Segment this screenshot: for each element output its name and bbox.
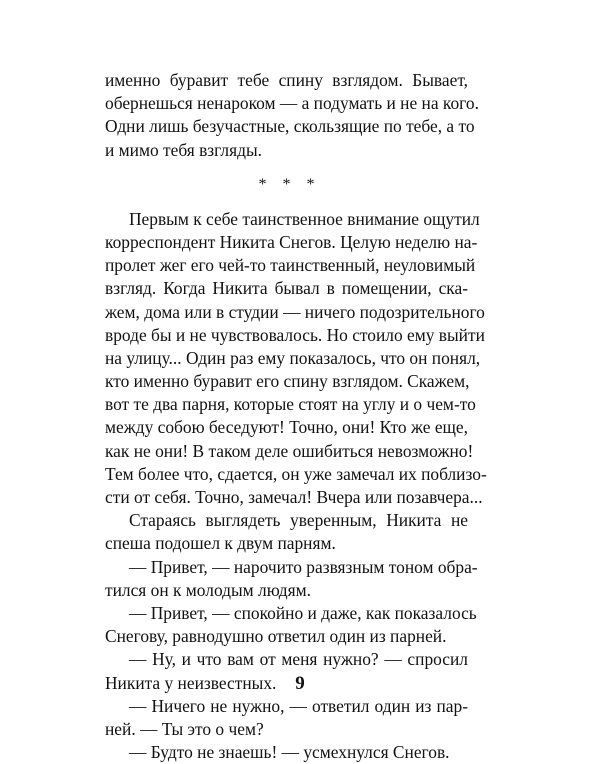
text-line: — Привет, — спокойно и даже, как показалось <box>129 602 477 623</box>
book-page-text <box>105 69 487 764</box>
text-line: Снегову, равнодушно ответил один из парней. <box>105 626 447 647</box>
text-line: и мимо тебя взгляды. <box>105 139 262 160</box>
page-number: 9 <box>295 673 305 694</box>
text-line: Первым к себе таинственное внимание ощутил <box>129 208 480 229</box>
text-line: Никита у неизвестных. <box>105 672 277 693</box>
text-line: как не они! В таком деле ошибиться невозможно! <box>105 440 474 461</box>
text-line: жем, дома или в студии — ничего подозрительного <box>105 301 485 322</box>
text-line: пролет жег его чей-то таинственный, неуловимый <box>105 255 476 276</box>
text-line: между собою беседуют! Точно, они! Кто же еще, <box>105 417 468 438</box>
text-line: обернешься ненароком — а подумать и не на кого. <box>105 93 479 114</box>
text-line: — Ничего не нужно, — ответил один из пар- <box>129 695 468 716</box>
text-line: тился он к молодым людям. <box>105 579 312 600</box>
text-line: кто именно буравит его спину взглядом. Скажем, <box>105 371 470 392</box>
text-line: ней. — Ты это о чем? <box>105 718 264 739</box>
text-line: вроде бы и не чувствовалось. Но стоило ему выйти <box>105 324 485 345</box>
text-line: именно буравит тебе спину взглядом. Бывает, <box>105 70 468 90</box>
text-line: взгляд. Когда Никита бывал в помещении, ска- <box>105 278 468 299</box>
text-line: Одни лишь безучастные, скользящие по тебе, а то <box>105 116 475 137</box>
section-separator: * * * <box>258 175 321 193</box>
text-line: — Будто не знаешь! — усмехнулся Снегов. <box>129 742 450 763</box>
text-line: сти от себя. Точно, замечал! Вчера или позавчера... <box>105 487 483 507</box>
text-line: спеша подошел к двум парням. <box>105 533 336 554</box>
text-line: — Привет, — нарочито развязным тоном обра- <box>129 556 478 577</box>
text-line: вот те два парня, которые стоят на углу и о чем-то <box>105 394 476 415</box>
text-line: на улицу... Один раз ему показалось, что он понял, <box>105 347 481 368</box>
text-line: Стараясь выглядеть уверенным, Никита не <box>129 510 468 531</box>
text-line: — Ну, и что вам от меня нужно? — спросил <box>129 649 468 670</box>
text-line: корреспондент Никита Снегов. Целую неделю на- <box>105 231 478 252</box>
text-line: Тем более что, сдается, он уже замечал их поблизо- <box>105 463 487 484</box>
